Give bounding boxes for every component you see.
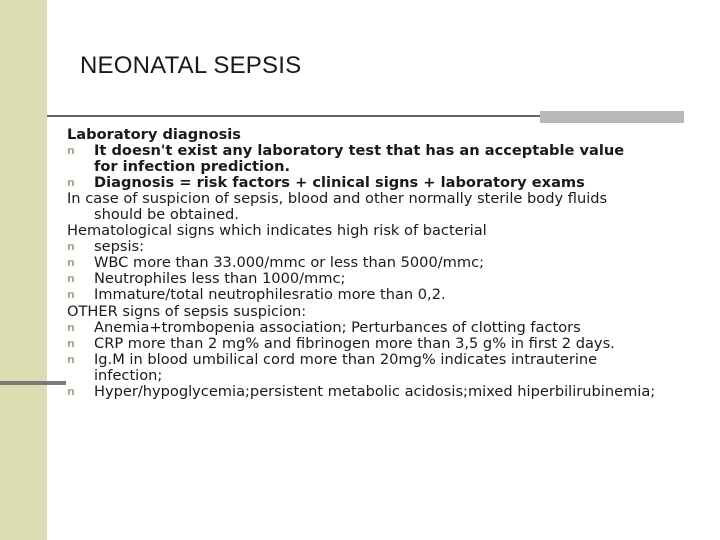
paragraph-line [67, 191, 707, 207]
line-text: It doesn't exist any laboratory test that has an acceptable value [94, 142, 625, 160]
bullet-item [67, 175, 707, 191]
continuation-line [67, 368, 707, 384]
line-text: WBC more than 33.000/mmc or less than 5000/mmc; [94, 254, 485, 272]
line-text: Immature/total neutrophilesratio more than 0,2. [94, 286, 446, 304]
bullet-item [67, 143, 707, 159]
continuation-line [67, 159, 707, 175]
bullet-item [67, 352, 707, 368]
bullet-item [67, 271, 707, 287]
line-text: Hematological signs which indicates high risk of bacterial [67, 222, 487, 240]
bullet-icon: n [67, 352, 75, 366]
line-text: OTHER signs of sepsis suspicion: [67, 302, 307, 320]
line-text: Ig.M in blood umbilical cord more than 20mg% indicates intrauterine [94, 350, 598, 368]
bullet-item [67, 239, 707, 255]
bullet-icon: n [67, 256, 75, 270]
bullet-icon: n [67, 240, 75, 254]
line-text: In case of suspicion of sepsis, blood and other normally sterile body fluids [67, 190, 608, 208]
bullet-icon: n [67, 144, 75, 158]
title-rule-accent [540, 111, 684, 123]
bullet-item [67, 320, 707, 336]
line-text: Laboratory diagnosis [67, 126, 241, 143]
line-text: CRP more than 2 mg% and fibrinogen more than 3,5 g% in first 2 days. [94, 334, 615, 352]
side-panel [0, 0, 47, 540]
slide-body [67, 127, 707, 400]
line-text: Anemia+trombopenia association; Perturbances of clotting factors [94, 318, 581, 336]
continuation-line [67, 207, 707, 223]
line-text: Diagnosis = risk factors + clinical signs + laboratory exams [94, 174, 585, 192]
bullet-icon: n [67, 336, 75, 350]
bullet-icon: n [67, 320, 75, 334]
bullet-item [67, 384, 707, 400]
line-text: should be obtained. [94, 206, 239, 224]
bullet-icon: n [67, 176, 75, 190]
bullet-icon: n [67, 384, 75, 398]
heading-laboratory-diagnosis [67, 127, 707, 143]
side-divider [0, 381, 66, 385]
bullet-item [67, 287, 707, 303]
bullet-item [67, 255, 707, 271]
line-text: sepsis: [94, 238, 145, 256]
bullet-icon: n [67, 272, 75, 286]
paragraph-line [67, 223, 707, 239]
slide-title: NEONATAL SEPSIS [80, 52, 302, 79]
line-text: Hyper/hypoglycemia;persistent metabolic acidosis;mixed hiperbilirubinemia; [94, 382, 656, 400]
bullet-icon: n [67, 288, 75, 302]
paragraph-line [67, 304, 707, 320]
line-text: for infection prediction. [94, 158, 290, 176]
line-text: infection; [94, 366, 163, 384]
bullet-item [67, 336, 707, 352]
line-text: Neutrophiles less than 1000/mmc; [94, 270, 346, 288]
